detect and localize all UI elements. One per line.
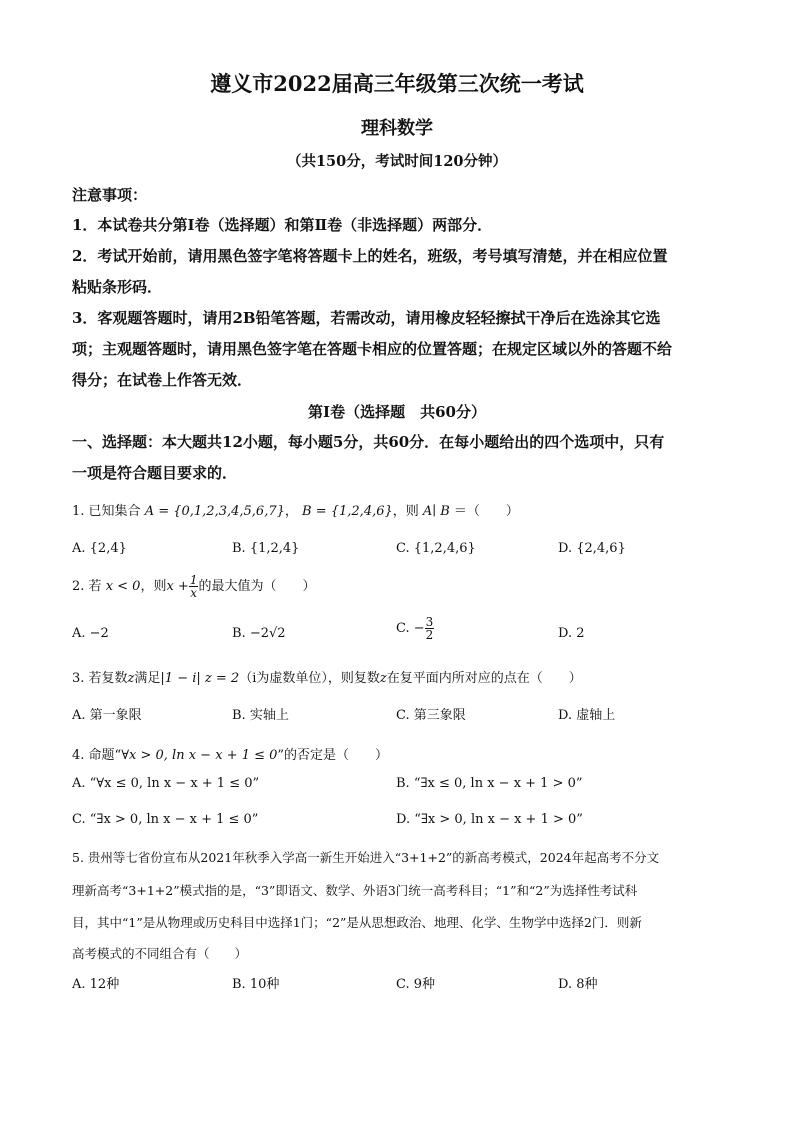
question-3 xyxy=(72,667,582,686)
q3-option-a: A. 第一象限 xyxy=(72,708,142,723)
q2-condition: x < 0 xyxy=(105,579,141,594)
question-5-line-2: 理新高考“3+1+2”模式指的是，“3”即语文、数学、外语3门统一高考科目；“1”和“2”为选择性考试科 xyxy=(72,883,638,898)
notes-heading: 注意事项： xyxy=(72,186,148,204)
q1-set-a: A = {0,1,2,3,4,5,6,7} xyxy=(144,504,285,519)
note-1: 1．本试卷共分第Ⅰ卷（选择题）和第Ⅱ卷（非选择题）两部分． xyxy=(72,216,493,234)
q2-option-c-prefix: C. − xyxy=(396,621,425,636)
q2-prefix: 2. 若 xyxy=(72,579,102,594)
exam-title: 遵义市2022届高三年级第三次统一考试 xyxy=(210,71,584,96)
q1-option-a: A. {2,4} xyxy=(72,541,127,556)
q1-prefix: 1. 已知集合 xyxy=(72,504,141,519)
q2-mid: ，则 xyxy=(140,579,167,594)
q4-option-b: B. “∃x ≤ 0, ln x − x + 1 > 0” xyxy=(396,776,583,791)
section-intro-a: 一、选择题：本大题共12小题，每小题5分，共60分．在每小题给出的四个选项中，只有 xyxy=(72,433,665,451)
note-2b: 粘贴条形码． xyxy=(72,278,163,296)
q4-option-a: A. “∀x ≤ 0, ln x − x + 1 ≤ 0” xyxy=(72,776,260,791)
q4-proposition: ∀x > 0, ln x − x + 1 ≤ 0 xyxy=(121,748,278,763)
q1-expression: A∣ B xyxy=(422,504,450,519)
note-3a: 3．客观题答题时，请用2B铅笔答题，若需改动，请用橡皮轻轻擦拭干净后在选涂其它选 xyxy=(72,309,661,327)
q3-option-c: C. 第三象限 xyxy=(396,708,466,723)
q2-expression: x + xyxy=(166,579,189,594)
q4-option-c: C. “∃x > 0, ln x − x + 1 ≤ 0” xyxy=(72,812,259,827)
q1-option-c: C. {1,2,4,6} xyxy=(396,541,476,556)
question-5-line-1: 5. 贵州等七省份宣布从2021年秋季入学高一新生开始进入“3+1+2”的新高考模式，2024年起高考不分文 xyxy=(72,850,660,865)
q3-suffix: 在复平面内所对应的点在（ ） xyxy=(386,671,582,686)
q3-variable-z-2: z xyxy=(379,671,387,686)
question-4 xyxy=(72,744,388,763)
exam-info: （共150分，考试时间120分钟） xyxy=(286,153,508,170)
q1-option-d: D. {2,4,6} xyxy=(558,541,626,556)
q3-prefix: 3. 若复数 xyxy=(72,671,128,686)
section-intro-b: 一项是符合题目要求的． xyxy=(72,464,238,482)
q4-suffix: ”的否定是（ ） xyxy=(277,748,389,763)
q5-option-a: A. 12种 xyxy=(72,977,120,992)
q1-mid: ，则 xyxy=(392,504,419,519)
q1-set-b: B = {1,2,4,6} xyxy=(302,504,393,519)
q3-variable-z: z xyxy=(127,671,135,686)
question-2 xyxy=(72,574,315,599)
question-5-line-3: 目，其中“1”是从物理或历史科目中选择1门；“2”是从思想政治、地理、化学、生物学中选择2门．则新 xyxy=(72,915,642,930)
note-3c: 得分；在试卷上作答无效． xyxy=(72,371,253,389)
q1-separator: ， xyxy=(284,504,298,519)
q3-equation: |1 − i| z = 2 xyxy=(160,671,240,686)
q5-option-b: B. 10种 xyxy=(232,977,280,992)
q2-fraction-numerator: 1 xyxy=(189,573,198,587)
question-5-line-4: 高考模式的不同组合有（ ） xyxy=(72,946,248,961)
q2-option-c-numerator: 3 xyxy=(425,615,434,629)
note-3b: 项；主观题答题时，请用黑色签字笔在答题卡相应的位置答题；在规定区域以外的答题不给 xyxy=(72,340,673,358)
q1-suffix: ＝（ ） xyxy=(453,504,519,519)
q2-option-c-fraction xyxy=(425,616,435,641)
q3-option-d: D. 虚轴上 xyxy=(558,708,616,723)
q4-prefix: 4. 命题“ xyxy=(72,748,122,763)
q5-option-c: C. 9种 xyxy=(396,977,436,992)
q5-option-d: D. 8种 xyxy=(558,977,598,992)
note-2a: 2．考试开始前，请用黑色签字笔将答题卡上的姓名，班级，考号填写清楚，并在相应位置 xyxy=(72,247,668,265)
exam-subject: 理科数学 xyxy=(361,118,433,139)
section-title: 第Ⅰ卷（选择题 共60分） xyxy=(308,403,486,421)
q4-option-d: D. “∃x > 0, ln x − x + 1 > 0” xyxy=(396,812,583,827)
q2-suffix: 的最大值为（ ） xyxy=(198,579,316,594)
q1-option-b: B. {1,2,4} xyxy=(232,541,300,556)
q3-mid-1: 满足 xyxy=(134,671,161,686)
q2-option-b: B. −2√2 xyxy=(232,626,286,641)
question-1 xyxy=(72,500,519,519)
q2-fraction-denominator: x xyxy=(190,586,198,600)
q2-option-a: A. −2 xyxy=(72,626,109,641)
q2-option-d: D. 2 xyxy=(558,626,585,641)
q3-option-b: B. 实轴上 xyxy=(232,708,289,723)
q2-option-c xyxy=(396,616,434,641)
q2-option-c-denominator: 2 xyxy=(425,628,434,642)
q3-mid-2: （i为虚数单位），则复数 xyxy=(239,671,380,686)
